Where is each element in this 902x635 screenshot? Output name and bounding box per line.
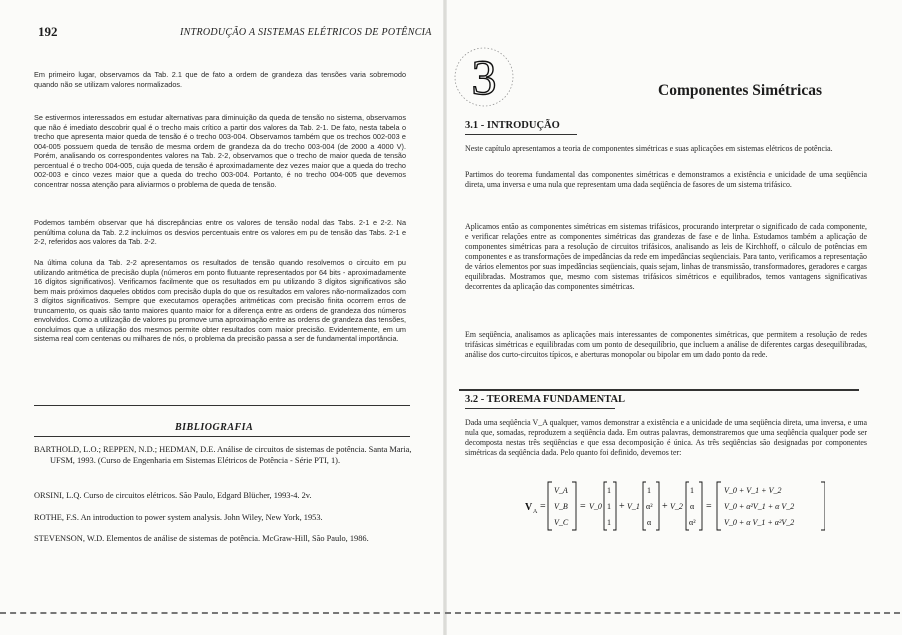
svg-text:=: = — [580, 501, 586, 512]
fundamental-theorem-equation — [525, 478, 825, 534]
equation-term: V_0 — [589, 502, 602, 511]
bibliography-entry: BARTHOLD, L.O.; REPPEN, N.D.; HEDMAN, D.E. Análise de circuitos de sistemas de potência. Santa Maria, UFSM, 1993. (Curso de Engenharia em Sistemas Elétricos de Potência - Série PTI, 1). — [34, 445, 412, 465]
equation-result-entry: V_0 + V_1 + V_2 — [724, 486, 782, 495]
svg-text:α²: α² — [646, 502, 653, 511]
bibliography-title: BIBLIOGRAFIA — [175, 422, 254, 433]
page-number: 192 — [38, 24, 58, 39]
bibliography-entry: STEVENSON, W.D. Elementos de análise de sistemas de potência. McGraw-Hill, São Paulo, 1986. — [34, 534, 369, 543]
svg-text:1: 1 — [647, 486, 651, 495]
chapter-number-graphic — [453, 46, 515, 108]
svg-text:1: 1 — [690, 486, 694, 495]
equation-term: V_1 — [627, 502, 640, 511]
left-page — [0, 0, 445, 635]
section-heading: 3.1 - INTRODUÇÃO — [465, 120, 560, 131]
equation-vector-entry: V_C — [554, 518, 569, 527]
bibliography-entry: ORSINI, L.Q. Curso de circuitos elétricos. São Paulo, Edgard Blücher, 1993-4. 2v. — [34, 491, 312, 500]
svg-text:α: α — [690, 502, 695, 511]
equation-result-entry: V_0 + α V_1 + α²V_2 — [724, 518, 795, 527]
paragraph: Em primeiro lugar, observamos da Tab. 2.1 que de fato a ordem de grandeza das tensões varia sobremodo quando não se utilizam valores normalizados. — [34, 70, 406, 89]
svg-text:1: 1 — [607, 486, 611, 495]
svg-text:+: + — [619, 501, 625, 512]
svg-text:α²: α² — [689, 518, 696, 527]
right-page — [445, 0, 902, 635]
running-head: INTRODUÇÃO A SISTEMAS ELÉTRICOS DE POTÊNCIA — [180, 27, 432, 38]
bibliography-entry: ROTHE, F.S. An introduction to power system analysis. John Wiley, New York, 1953. — [34, 513, 323, 522]
bibliography-rule — [34, 436, 410, 437]
paragraph: Aplicamos então as componentes simétricas em sistemas trifásicos, procurando interpretar o significado de cada componente, e verificar relações entre as componentes simétricas das grandezas de fase e de linha. Estudamos também a aplicação de componentes simétricas para a resolução de circuitos trifásicos, analisando as leis de Kirchhoff, o cálculo de potências em componentes e as transformações de impedâncias da rede em impedâncias seqüenciais. Para tanto, verificamos a representação de vários elementos por suas impedâncias seqüenciais, quais sejam, linhas de transmissão, transformadores, geradores e cargas equilibradas. Mostramos que, mesmo com sistemas trifásicos simétricos e equilibrados, temos vantagens significativas decorrentes da aplicação das componentes simétricas. — [465, 222, 867, 291]
heading-underline — [465, 134, 577, 135]
svg-text:=: = — [706, 501, 712, 512]
svg-text:1: 1 — [607, 518, 611, 527]
equation-lhs: V — [525, 502, 533, 513]
paragraph: Em seqüência, analisamos as aplicações mais interessantes de componentes simétricas, que permitem a resolução de redes trifásicas simétricas e equilibradas com um ponto de desequilíbrio, que incluem a análise de diferentes cargas desequilibradas, análise dos curto-circuitos típicos, e aberturas monopolar ou bipolar em um dado ponto da rede. — [465, 330, 867, 359]
scan-edge — [445, 612, 900, 614]
equation-vector-entry: V_A — [554, 486, 568, 495]
chapter-number: 3 — [471, 49, 497, 105]
svg-text:=: = — [540, 501, 546, 512]
heading-underline — [465, 408, 615, 409]
paragraph: Podemos também observar que há discrepâncias entre os valores de tensão nodal das Tabs. 2-1 e 2-2. Na penúltima coluna da Tab. 2.2 incluímos os desvios percentuais entre os valores em pu de tensão das Tabs. 2-1 e 2-2, referidos aos valores da Tab. 2-2. — [34, 218, 406, 246]
svg-text:1: 1 — [607, 502, 611, 511]
scan-edge — [0, 612, 440, 614]
chapter-title: Componentes Simétricas — [658, 82, 823, 99]
section-divider — [34, 405, 410, 406]
section-divider — [459, 389, 859, 391]
equation-term: V_2 — [670, 502, 683, 511]
equation-vector-entry: V_B — [554, 502, 568, 511]
equation-lhs-sub: A — [533, 509, 538, 515]
svg-text:α: α — [647, 518, 652, 527]
paragraph: Partimos do teorema fundamental das componentes simétricas e demonstramos a existência e unicidade de uma seqüência direta, uma inversa e uma nula que representam uma dada seqüência de fasores de um sistema trifásico. — [465, 170, 867, 189]
paragraph: Neste capítulo apresentamos a teoria de componentes simétricas e suas aplicações em sistemas elétricos de potência. — [465, 144, 833, 153]
paragraph: Dada uma seqüência V_A qualquer, vamos demonstrar a existência e a unicidade de uma seqüência direta, uma inversa, e uma nula que, somadas, reproduzem a seqüência dada. Em outras palavras, demonstraremos que uma seqüência qualquer pode ser decomposta nestas três seqüências e que essa decomposição é única. As três seqüências são designadas por componentes simétricas da seqüência dada. Pelo quanto foi definido, devemos ter: — [465, 418, 867, 457]
section-heading: 3.2 - TEOREMA FUNDAMENTAL — [465, 394, 626, 405]
paragraph: Se estivermos interessados em estudar alternativas para diminuição da queda de tensão no sistema, observamos que não é imediato descobrir qual é o trecho mais crítico a partir dos valores da Tab. 2-1. De fato, nesta tabela o trecho que apresenta maior queda de tensão é o trecho 003-004. Observamos também que os trechos 002-003 e 004-005 possuem queda de tensão de mesma ordem de grandeza da do trecho 003-004 (de 2000 a 4000 V). Porém, analisando os correspondentes valores na Tab. 2-2, observamos que o trecho de maior queda de tensão percentual é o trecho 004-005, cuja queda de tensão é aproximadamente dez vezes maior que a queda do trecho 002-003 e cinco vezes maior que a queda do trecho 003-004. Portanto, é no trecho 004-005 que devemos concentrar nossa atenção para aliviarmos o problema de queda de tensão. — [34, 113, 406, 189]
svg-text:+: + — [662, 501, 668, 512]
equation-result-entry: V_0 + α²V_1 + α V_2 — [724, 502, 795, 511]
paragraph: Na última coluna da Tab. 2-2 apresentamos os resultados de tensão quando resolvemos o circuito em pu utilizando aritmética de precisão dupla (números em ponto flutuante representados por 64 bits - aproximadamente 16 dígitos significativos). Verificamos facilmente que os resultados em pu utilizando 3 dígitos significativos são bem mais próximos daqueles obtidos com precisão dupla do que os resultados em valores não-normalizados com 3 dígitos significativos. Sempre que executamos operações aritméticas com precisão finita ocorrem erros de truncamento, os quais são tanto maiores quanto maior for a diferença entre as ordens de grandeza dos números envolvidos. Como a utilização de valores pu promove uma aproximação entre as ordens de grandeza das tensões, concluímos que a utilização dos mesmos permite obter resultados com maior precisão. Evidentemente, em um sistema real com centenas ou milhares de nós, o problema da precisão passa a ser de fundamental importância. — [34, 258, 406, 343]
